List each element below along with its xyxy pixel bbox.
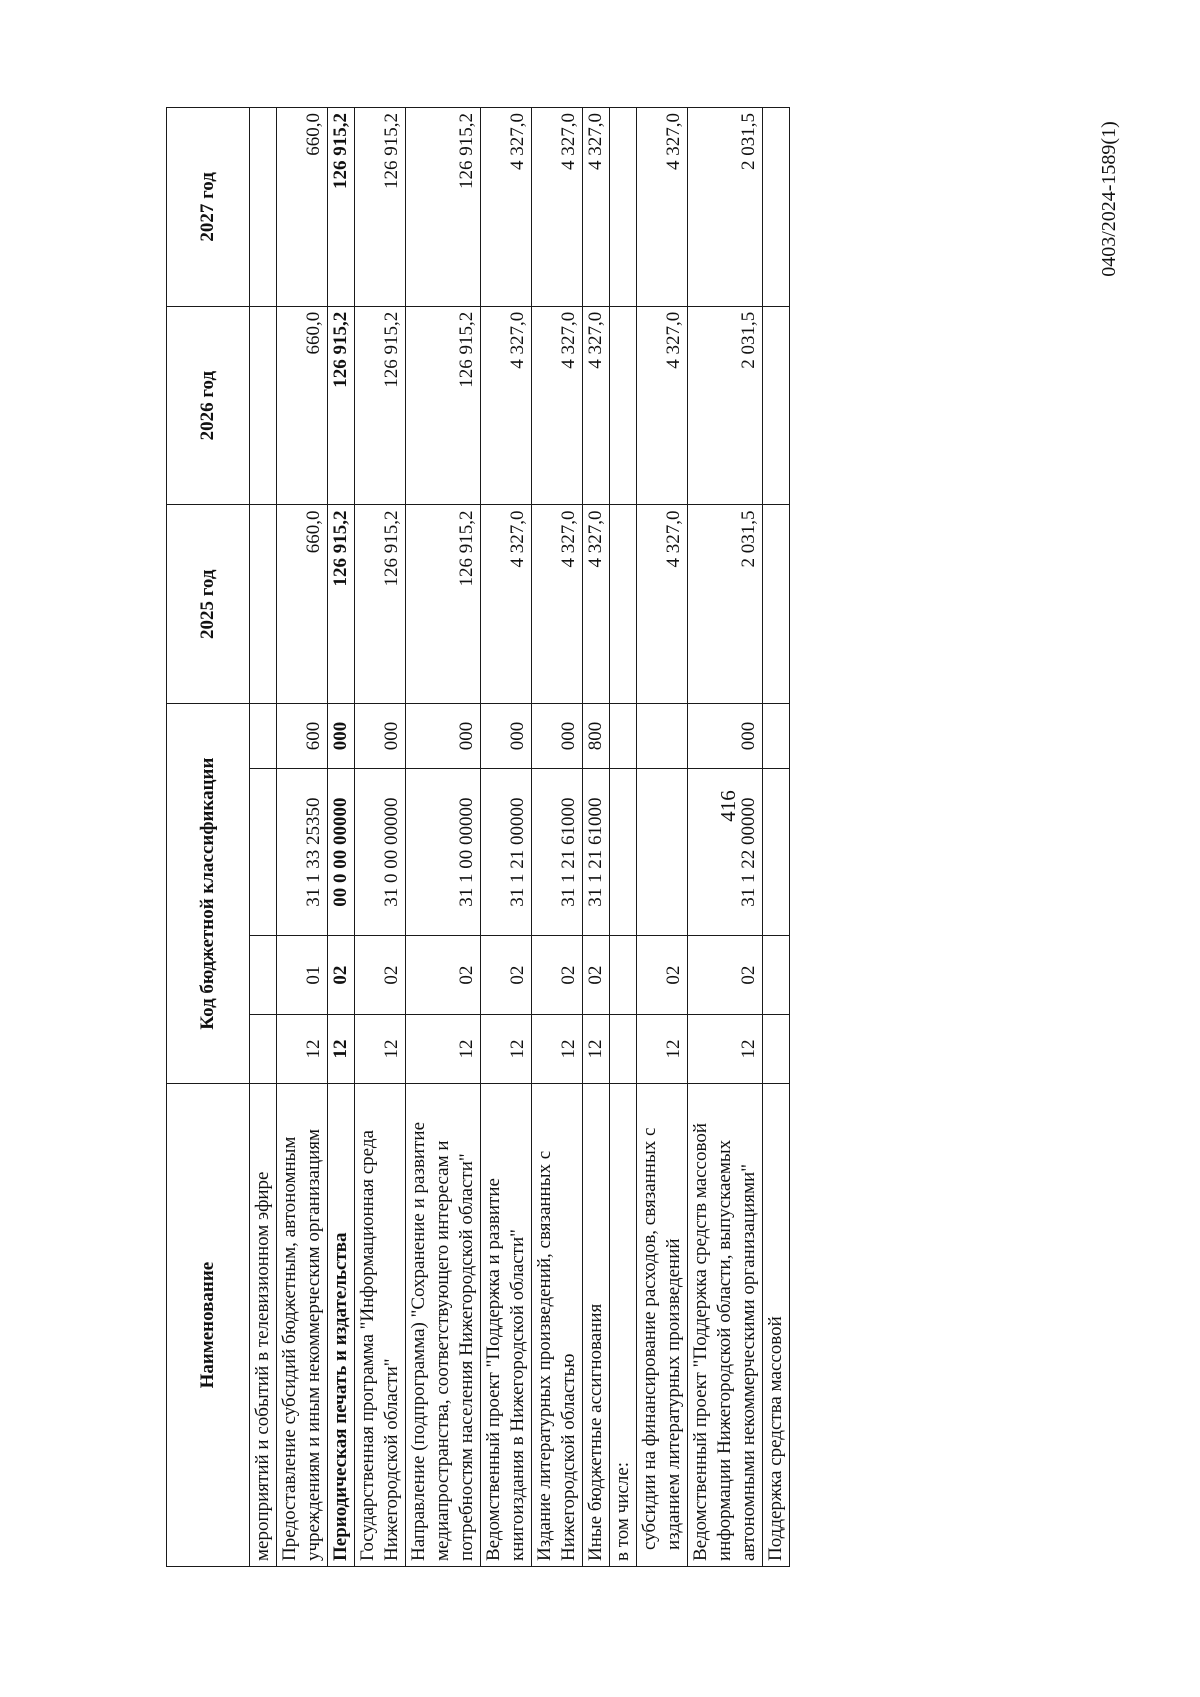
cell-name: Направление (подпрограмма) "Сохранение и развитие медиапространства, соответствующего интересам и потребностям населения Нижегородской области" (406, 1084, 481, 1567)
cell-2025 (610, 505, 637, 704)
cell-expense-type (250, 704, 277, 769)
cell-name: Периодическая печать и издательства (328, 1084, 355, 1567)
header-2027: 2027 год (167, 108, 250, 307)
cell-name: Поддержка средства массовой (763, 1084, 790, 1567)
page-number: 416 (716, 790, 740, 822)
cell-target-article (250, 768, 277, 935)
table-row (406, 108, 481, 1567)
cell-expense-type (637, 704, 688, 769)
cell-subsection: 02 (583, 936, 610, 1015)
cell-2027: 660,0 (277, 108, 328, 307)
cell-expense-type: 800 (583, 704, 610, 769)
cell-expense-type (763, 704, 790, 769)
header-2025: 2025 год (167, 505, 250, 704)
cell-section: 12 (406, 1014, 481, 1083)
cell-2027 (763, 108, 790, 307)
cell-subsection (763, 936, 790, 1015)
table-row (637, 108, 688, 1567)
cell-2026: 2 031,5 (688, 306, 763, 505)
cell-2025: 126 915,2 (406, 505, 481, 704)
cell-name: Издание литературных произведений, связанных с Нижегородской областью (532, 1084, 583, 1567)
table-row (610, 108, 637, 1567)
cell-2026 (763, 306, 790, 505)
cell-expense-type (610, 704, 637, 769)
cell-expense-type: 600 (277, 704, 328, 769)
cell-subsection: 02 (637, 936, 688, 1015)
cell-name: Ведомственный проект "Поддержка средств массовой информации Нижегородской области, выпускаемых автономными некоммерческими организациями" (688, 1084, 763, 1567)
cell-section (610, 1014, 637, 1083)
table-row (583, 108, 610, 1567)
header-budget-code: Код бюджетной классификации (167, 704, 250, 1084)
cell-2026: 4 327,0 (532, 306, 583, 505)
cell-subsection: 02 (328, 936, 355, 1015)
cell-subsection: 02 (688, 936, 763, 1015)
cell-section (763, 1014, 790, 1083)
cell-2025: 126 915,2 (328, 505, 355, 704)
cell-2027: 4 327,0 (583, 108, 610, 307)
cell-name: Предоставление субсидий бюджетным, автономным учреждениям и иным некоммерческим организациям (277, 1084, 328, 1567)
table-row (481, 108, 532, 1567)
cell-target-article (763, 768, 790, 935)
table-header-row (167, 108, 250, 1567)
cell-target-article: 31 1 21 00000 (481, 768, 532, 935)
cell-expense-type: 000 (355, 704, 406, 769)
table-row (532, 108, 583, 1567)
cell-section (250, 1014, 277, 1083)
cell-2027 (250, 108, 277, 307)
cell-section: 12 (532, 1014, 583, 1083)
cell-subsection: 02 (532, 936, 583, 1015)
cell-subsection (610, 936, 637, 1015)
cell-name: мероприятий и событий в телевизионном эфире (250, 1084, 277, 1567)
cell-name: Государственная программа "Информационная среда Нижегородской области" (355, 1084, 406, 1567)
cell-2026: 126 915,2 (328, 306, 355, 505)
cell-2025: 4 327,0 (583, 505, 610, 704)
cell-2027 (610, 108, 637, 307)
cell-expense-type: 000 (328, 704, 355, 769)
cell-2026: 4 327,0 (481, 306, 532, 505)
cell-section: 12 (637, 1014, 688, 1083)
cell-2025: 126 915,2 (355, 505, 406, 704)
cell-target-article (610, 768, 637, 935)
table-body (250, 108, 790, 1567)
table-row (355, 108, 406, 1567)
cell-2027: 4 327,0 (481, 108, 532, 307)
cell-target-article: 00 0 00 00000 (328, 768, 355, 935)
cell-target-article: 31 0 00 00000 (355, 768, 406, 935)
cell-2026: 4 327,0 (583, 306, 610, 505)
cell-2026: 660,0 (277, 306, 328, 505)
cell-2025 (250, 505, 277, 704)
cell-subsection (250, 936, 277, 1015)
cell-2027: 126 915,2 (406, 108, 481, 307)
cell-2025: 660,0 (277, 505, 328, 704)
cell-2025: 2 031,5 (688, 505, 763, 704)
cell-expense-type: 000 (688, 704, 763, 769)
cell-section: 12 (277, 1014, 328, 1083)
cell-target-article: 31 1 00 00000 (406, 768, 481, 935)
cell-subsection: 01 (277, 936, 328, 1015)
header-name: Наименование (167, 1084, 250, 1567)
table-row (763, 108, 790, 1567)
budget-table (166, 107, 790, 1567)
budget-table-container (166, 107, 1046, 1567)
cell-expense-type: 000 (532, 704, 583, 769)
cell-2025: 4 327,0 (637, 505, 688, 704)
header-2026: 2026 год (167, 306, 250, 505)
cell-subsection: 02 (406, 936, 481, 1015)
cell-name: Ведомственный проект "Поддержка и развитие книгоиздания в Нижегородской области" (481, 1084, 532, 1567)
cell-target-article: 31 1 33 25350 (277, 768, 328, 935)
cell-2027: 126 915,2 (355, 108, 406, 307)
cell-section: 12 (355, 1014, 406, 1083)
cell-subsection: 02 (481, 936, 532, 1015)
cell-target-article: 31 1 21 61000 (532, 768, 583, 935)
cell-2025: 4 327,0 (532, 505, 583, 704)
document-code: 0403/2024-1589(1) (1098, 121, 1120, 277)
cell-target-article: 31 1 22 00000 (688, 768, 763, 935)
cell-2027: 2 031,5 (688, 108, 763, 307)
cell-2027: 4 327,0 (532, 108, 583, 307)
cell-section: 12 (481, 1014, 532, 1083)
cell-expense-type: 000 (406, 704, 481, 769)
cell-2025: 4 327,0 (481, 505, 532, 704)
cell-section: 12 (688, 1014, 763, 1083)
cell-target-article (637, 768, 688, 935)
cell-section: 12 (328, 1014, 355, 1083)
cell-name: в том числе: (610, 1084, 637, 1567)
table-row (277, 108, 328, 1567)
cell-expense-type: 000 (481, 704, 532, 769)
cell-2027: 126 915,2 (328, 108, 355, 307)
cell-2027: 4 327,0 (637, 108, 688, 307)
cell-name: субсидии на финансирование расходов, связанных с изданием литературных произведений (637, 1084, 688, 1567)
cell-2026 (250, 306, 277, 505)
cell-2025 (763, 505, 790, 704)
cell-target-article: 31 1 21 61000 (583, 768, 610, 935)
table-row (688, 108, 763, 1567)
cell-subsection: 02 (355, 936, 406, 1015)
cell-section: 12 (583, 1014, 610, 1083)
cell-2026 (610, 306, 637, 505)
cell-2026: 126 915,2 (355, 306, 406, 505)
table-row (328, 108, 355, 1567)
cell-name: Иные бюджетные ассигнования (583, 1084, 610, 1567)
cell-2026: 126 915,2 (406, 306, 481, 505)
table-row (250, 108, 277, 1567)
cell-2026: 4 327,0 (637, 306, 688, 505)
